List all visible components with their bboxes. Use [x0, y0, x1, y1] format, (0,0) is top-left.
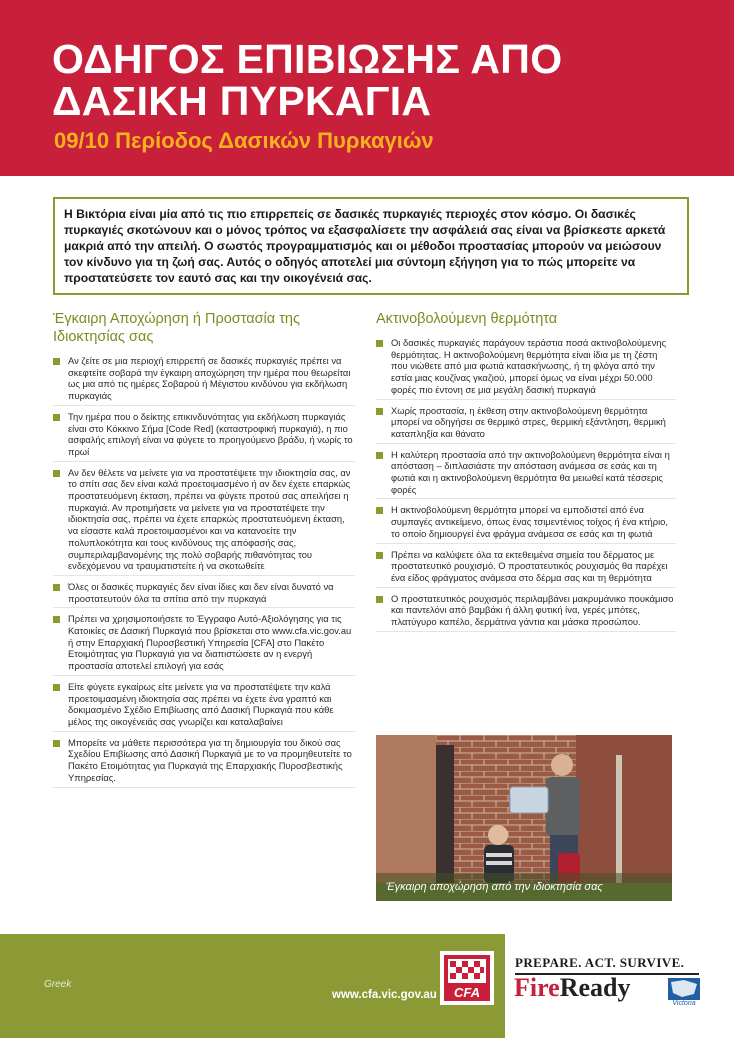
- list-item: [376, 405, 676, 444]
- list-item-text: Μπορείτε να μάθετε περισσότερα για τη δημιουργία του δικού σας Σχεδίου Επιβίωσης από Δασική Πυρκαγιά με το να προμηθευτείτε το Πακέτο Ετοιμότητας για Πυρκαγιά της Επαρχιακής Πυροσβεστικής Υπηρεσίας.: [68, 736, 352, 783]
- square-bullet-icon: [53, 740, 60, 747]
- list-item: [53, 613, 355, 676]
- language-label: Greek: [44, 979, 72, 990]
- list-item-text: Όλες οι δασικές πυρκαγιές δεν είναι ίδιες και δεν είναι δυνατό να προστατευτούν όλα τα σπίτια από την πυρκαγιά: [68, 580, 334, 604]
- list-item: [53, 467, 355, 576]
- list-item: [53, 737, 355, 788]
- list-item: [376, 549, 676, 588]
- list-item-text: Πρέπει να καλύψετε όλα τα εκτεθειμένα σημεία του δέρματος με προστατευτικό ρουχισμό. Ο προστατευτικός ρουχισμός θα παρέχει ένα είδος φράγματος ανάμεσα στο δέρμα σας και τη θερμότητα: [391, 548, 668, 583]
- photo-caption: Έγκαιρη αποχώρηση από την ιδιοκτησία σας: [376, 873, 672, 901]
- list-item: [53, 681, 355, 732]
- square-bullet-icon: [53, 584, 60, 591]
- list-item-text: Ο προστατευτικός ρουχισμός περιλαμβάνει μακρυμάνικο πουκάμισο και παντελόνι από βαμβάκι ή άλλη φυτική ίνα, γερές μπότες, πλατύγυρο καπέλο, δερμάτινα γάντια και μάσκα προσώπου.: [391, 592, 674, 628]
- left-bullet-list: [53, 355, 355, 788]
- square-bullet-icon: [376, 507, 383, 514]
- cfa-logo: [440, 951, 494, 1005]
- header-banner: [0, 0, 734, 176]
- list-item: [53, 355, 355, 406]
- list-item-text: Η καλύτερη προστασία από την ακτινοβολούμενη θερμότητα είναι η απόσταση – διπλασιάστε την απόσταση ανάμεσα σε εσάς και τη φωτιά και η ακτινοβολούμενη θερμότητα θα μειωθεί κατά τέσσερις φορές: [391, 448, 670, 495]
- list-item-text: Είτε φύγετε εγκαίρως είτε μείνετε για να προστατέψετε την καλά προετοιμασμένη ιδιοκτησία σας πρέπει να έχετε ένα γραπτό και δοκιμασμένο Σχέδιο Επιβίωσης από Δασική Πυρκαγιά που κάθε μέλος της οικογένειάς σας γνωρίζει και καταλαβαίνει: [68, 680, 334, 727]
- square-bullet-icon: [53, 470, 60, 477]
- square-bullet-icon: [376, 552, 383, 559]
- intro-text: Η Βικτόρια είναι μία από τις πιο επιρρεπείς σε δασικές πυρκαγιές περιοχές στον κόσμο. Οι δασικές πυρκαγιές σκοτώνουν και ο μόνος τρόπος να εξασφαλίσετε την ασφάλειά σας είναι να βρίσκεστε αρκετά μακριά από την απειλή. Ο σωστός προγραμματισμός και οι μέθοδοι προστασίας μπορούν να μειώσουν τον κίνδυνο για τη ζωή σας. Αυτός ο οδηγός αποτελεί μια σύντομη εξήγηση για το πώς μπορείτε να προστατεύσετε τον εαυτό σας και την οικογένειά σας.: [64, 207, 666, 285]
- list-item-text: Οι δασικές πυρκαγιές παράγουν τεράστια ποσά ακτινοβολούμενης θερμότητας. Η ακτινοβολούμενη θερμότητα είναι ίδια με τη ζέστη που νιώθετε από μια φωτιά κατασκήνωσης, ή τη φλόγα από την εστία μιας κουζίνας γκαζιού, μπορεί όμως να είναι μέχρι 50.000 φορές πιο έντονη σε μια μεγάλη δασική πυρκαγιά: [391, 337, 667, 395]
- right-bullet-list: [376, 337, 676, 632]
- list-item: [53, 411, 355, 462]
- cfa-logo-text: CFA: [454, 985, 480, 1000]
- list-item: [53, 581, 355, 608]
- square-bullet-icon: [376, 340, 383, 347]
- title-line-2: ΔΑΣΙΚΗ ΠΥΡΚΑΓΙΑ: [52, 78, 432, 124]
- cfa-website-link[interactable]: www.cfa.vic.gov.au: [332, 989, 437, 1001]
- list-item-text: Η ακτινοβολούμενη θερμότητα μπορεί να εμποδιστεί από ένα συμπαγές αντικείμενο, όπως ένας τσιμεντένιος τοίχος ή ένα κτήριο, το οποίο δημιουργεί ένα φράγμα ανάμεσα σε εσάς και τη φωτιά: [391, 504, 668, 539]
- list-item: [376, 593, 676, 632]
- list-item: [376, 449, 676, 500]
- list-item-text: Αν ζείτε σε μια περιοχή επιρρεπή σε δασικές πυρκαγιές πρέπει να σκεφτείτε σοβαρά την έγκαιρη αποχώρηση την ημέρα που θεωρείται ως μια από τις ημέρες Σοβαρού ή Μέγιστου κινδύνου για εκδήλωση πυρκαγιάς: [68, 355, 351, 402]
- right-column-heading: Ακτινοβολούμενη θερμότητα: [376, 311, 558, 327]
- title-line-1: ΟΔΗΓΟΣ ΕΠΙΒΙΩΣΗΣ ΑΠΟ: [52, 36, 563, 82]
- fireready-fire-word: Fire: [514, 973, 560, 1002]
- square-bullet-icon: [53, 414, 60, 421]
- fireready-ready-word: Ready: [559, 973, 631, 1002]
- victoria-map-icon: [668, 978, 700, 1000]
- list-item-text: Αν δεν θέλετε να μείνετε για να προστατέψετε την ιδιοκτησία σας, αν το σπίτι σας δεν είναι καλά προετοιμασμένο ή αν δεν έχετε επαρκώς προστατευόμενη έκταση, πρέπει να φύγετε προτού σας απειλήσει η πυρκαγιά. Αν προτιμήσετε να μείνετε για να προστατέψετε την ιδιοκτησία σας, πρέπει να έχετε επαρκώς προστατευόμενη έκταση, να είσαστε καλά προετοιμασμένοι και να κατανοείτε την πολυπλοκότητα και τους κινδύνους της απόφασής σας, συμπεριλαμβανομένης της πολύ σοβαρής πιθανότητας του ενδεχόμενου να τραυματιστείτε ή να σκοτωθείτε: [68, 466, 351, 572]
- square-bullet-icon: [53, 358, 60, 365]
- cfa-logo-icon: [440, 951, 494, 1005]
- season-subtitle: 09/10 Περίοδος Δασικών Πυρκαγιών: [54, 128, 434, 153]
- square-bullet-icon: [376, 596, 383, 603]
- page-title: [52, 38, 712, 122]
- right-column: [376, 310, 676, 637]
- victoria-label: Victoria: [672, 1000, 696, 1007]
- left-column: [53, 310, 355, 793]
- list-item-text: Την ημέρα που ο δείκτης επικινδυνότητας για εκδήλωση πυρκαγιάς είναι στο Κόκκινο Σήμα [Code Red] (καταστροφική πυρκαγιά), η πιο ασφαλής επιλογή είναι να φύγετε το προηγούμενο βράδυ, ή νωρίς το πρωί: [68, 410, 353, 457]
- square-bullet-icon: [53, 616, 60, 623]
- fireready-logo: [514, 973, 631, 1003]
- intro-box: [53, 197, 689, 295]
- victoria-map-shape: [668, 978, 700, 1000]
- left-column-heading: Έγκαιρη Αποχώρηση ή Προστασία της Ιδιοκτησίας σας: [53, 311, 300, 345]
- square-bullet-icon: [53, 684, 60, 691]
- list-item-text: Πρέπει να χρησιμοποιήσετε το Έγγραφο Αυτό-Αξιολόγησης για τις Κατοικίες σε Δασική Πυρκαγιά που βρίσκεται στο www.cfa.vic.gov.au ή στην Επαρχιακή Πυροσβεστική Υπηρεσία [CFA] στο Πακέτο Ετοιμότητας για Πυρκαγιά για να διαπιστώσετε αν η ενεργή προστασία αποτελεί επιλογή για εσάς: [68, 613, 352, 672]
- list-item-text: Χωρίς προστασία, η έκθεση στην ακτινοβολούμενη θερμότητα μπορεί να οδηγήσει σε θερμικό στρες, θερμική εξάντληση, θερμική καταπληξία και θάνατο: [391, 404, 666, 439]
- family-leaving-photo: [376, 735, 672, 901]
- square-bullet-icon: [376, 452, 383, 459]
- tagline: PREPARE. ACT. SURVIVE.: [515, 955, 685, 970]
- list-item: [376, 504, 676, 543]
- list-item: [376, 337, 676, 400]
- square-bullet-icon: [376, 408, 383, 415]
